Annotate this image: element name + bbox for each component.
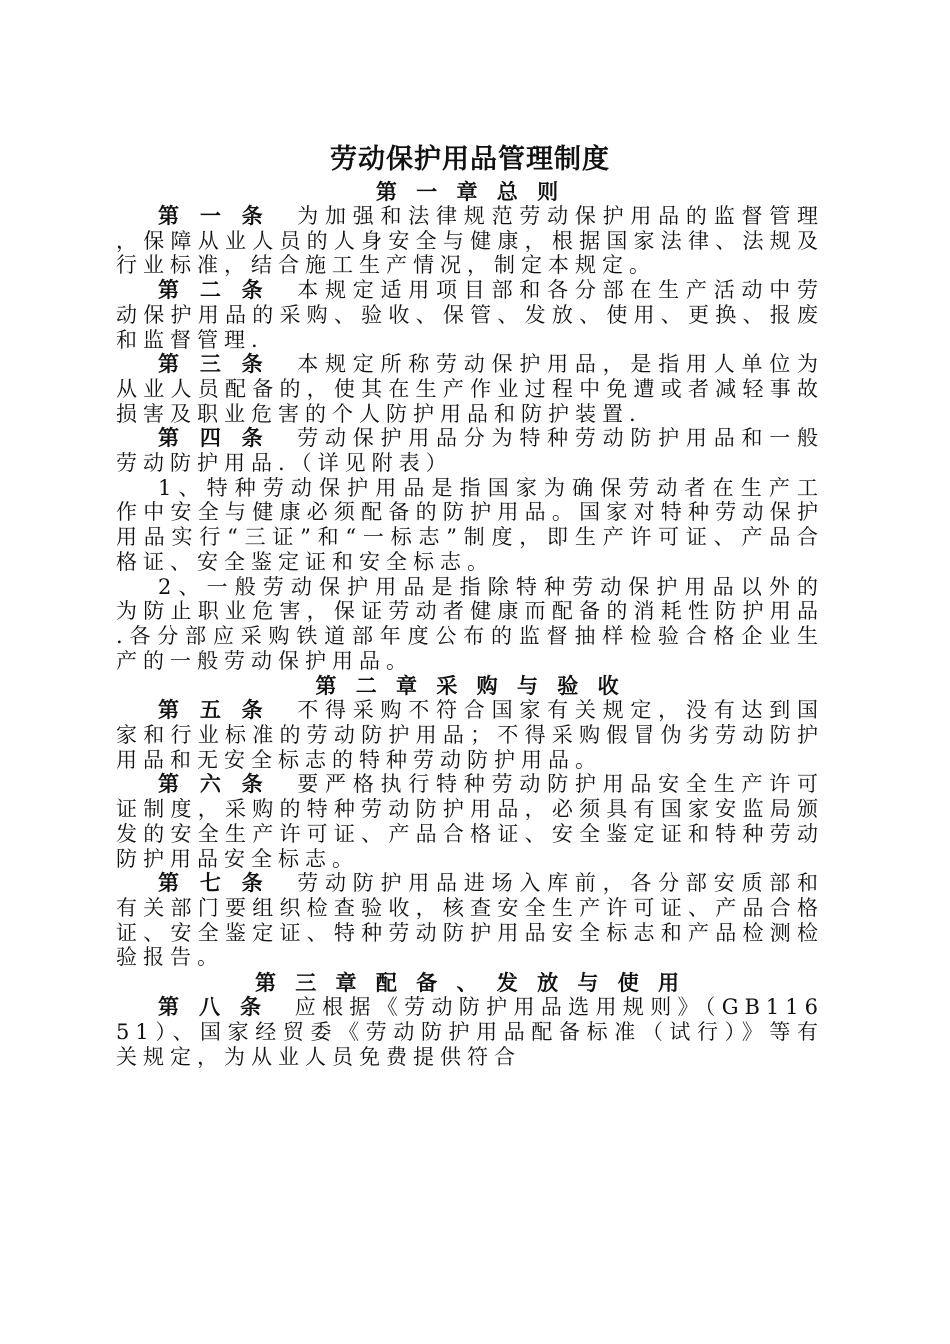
article-label: 第 三 条 [158,351,270,377]
section-chapter-3 [116,970,824,1069]
article-8 [116,995,824,1069]
chapter-heading: 第 三 章 配 备 、 发 放 与 使 用 [254,970,686,996]
article-label: 第 六 条 [158,771,270,797]
chapter-heading: 第 二 章 采 购 与 验 收 [315,673,625,699]
article-text: 本规定适用项目部和各分部在生产活动中劳动保护用品的采购、验收、保管、发放、使用、更换、报废和监督管理. [116,278,824,352]
article-5 [116,698,824,772]
article-2 [116,278,824,352]
article-label: 第 四 条 [158,425,270,451]
article-4 [116,426,824,475]
article-3 [116,352,824,426]
article-text: 应根据《劳动防护用品选用规则》（GB11651）、国家经贸委《劳动防护用品配备标准（试行）》等有关规定，为从业人员免费提供符合 [116,995,825,1069]
article-1 [116,204,824,278]
section-chapter-2 [116,673,824,970]
document-title: 劳动保护用品管理制度 [330,144,610,175]
article-text: 不得采购不符合国家有关规定，没有达到国家和行业标准的劳动防护用品；不得采购假冒伪劣劳动防护用品和无安全标志的特种劳动防护用品。 [116,698,824,772]
article-label: 第 八 条 [158,994,268,1020]
article-text: 要严格执行特种劳动防护用品安全生产许可证制度，采购的特种劳动防护用品，必须具有国家安监局颁发的安全生产许可证、产品合格证、安全鉴定证和特种劳动防护用品安全标志。 [116,772,824,871]
article-text: 劳动保护用品分为特种劳动防护用品和一般劳动防护用品.（详见附表） [116,426,824,476]
article-text: 劳动防护用品进场入库前，各分部安质部和有关部门要组织检查验收，核查安全生产许可证、产品合格证、安全鉴定证、特种劳动防护用品安全标志和产品检测检验报告。 [116,871,824,970]
article-text: 1、特种劳动保护用品是指国家为确保劳动者在生产工作中安全与健康必须配备的防护用品。国家对特种劳动保护用品实行“三证”和“一标志”制度，即生产许可证、产品合格证、安全鉴定证和安全标志。 [116,475,824,574]
article-text: 为加强和法律规范劳动保护用品的监督管理，保障从业人员的人身安全与健康，根据国家法律、法规及行业标准，结合施工生产情况，制定本规定。 [116,204,824,278]
article-label: 第 七 条 [158,870,270,896]
article-6 [116,772,824,871]
article-text: 2、一般劳动保护用品是指除特种劳动保护用品以外的为防止职业危害，保证劳动者健康而配备的消耗性防护用品.各分部应采购铁道部年度公布的监督抽样检验合格企业生产的一般劳动保护用品。 [116,574,824,673]
article-label: 第 二 条 [158,277,270,303]
article-4-item-1 [116,476,824,575]
section-chapter-1 [116,179,824,673]
article-4-item-2 [116,575,824,674]
article-label: 第 五 条 [158,697,270,723]
chapter-heading: 第 一 章 总 则 [375,179,565,204]
article-7 [116,871,824,970]
article-text: 本规定所称劳动保护用品，是指用人单位为从业人员配备的，使其在生产作业过程中免遭或者减轻事故损害及职业危害的个人防护用品和防护装置. [116,352,824,426]
article-label: 第 一 条 [158,203,270,228]
